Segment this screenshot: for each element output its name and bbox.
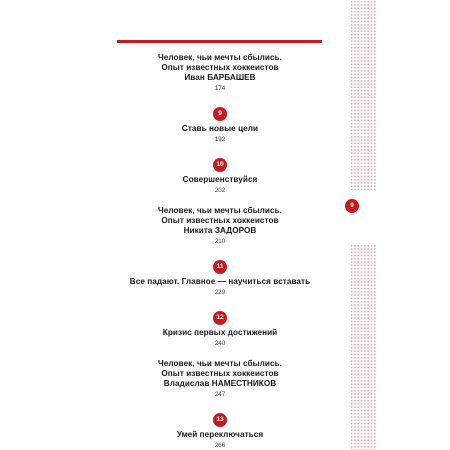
- toc-entry: [100, 408, 340, 450]
- toc-entry: [100, 153, 340, 195]
- dot-pattern-bottom: [350, 244, 376, 450]
- toc-entry: [100, 53, 340, 93]
- toc-entry: [100, 306, 340, 348]
- toc-entry-title: Человек, чьи мечты сбылись. Опыт известных хоккеистов Иван БАРБАШЕВ: [158, 53, 282, 82]
- chapter-number-badge: 13: [213, 413, 227, 427]
- toc-entry-title: Умей переключаться: [176, 430, 264, 439]
- toc-entry-page: 247: [214, 391, 226, 398]
- page-number-marker: 9: [345, 199, 359, 213]
- toc-entry-title: Человек, чьи мечты сбылись. Опыт известных хоккеистов Никита ЗАДОРОВ: [158, 206, 282, 235]
- chapter-number-badge: 9: [213, 107, 227, 121]
- toc-entry-page: 174: [214, 85, 226, 92]
- toc-entry-title: Все падают. Главное — научиться вставать: [129, 277, 311, 286]
- toc-entry: [100, 255, 340, 297]
- toc-entry-page: 240: [214, 340, 226, 347]
- toc-entry-title: Ставь новые цели: [181, 124, 259, 133]
- toc-entry: [100, 359, 340, 399]
- table-of-contents: [100, 53, 340, 450]
- chapter-number-badge: 10: [213, 158, 227, 172]
- toc-entry-page: 229: [214, 289, 226, 296]
- toc-entry: [100, 102, 340, 144]
- toc-entry-page: 210: [214, 238, 226, 245]
- dot-pattern-top: [350, 0, 376, 190]
- toc-entry: [100, 206, 340, 246]
- toc-entry-title: Кризис первых достижений: [162, 328, 278, 337]
- header-rule: [117, 40, 322, 43]
- toc-entry-title: Совершенствуйся: [182, 175, 258, 184]
- toc-entry-page: 202: [214, 187, 226, 194]
- chapter-number-badge: 11: [213, 260, 227, 274]
- toc-entry-page: 192: [214, 136, 226, 143]
- toc-entry-page: 266: [214, 442, 226, 449]
- toc-entry-title: Человек, чьи мечты сбылись. Опыт известных хоккеистов Владислав НАМЕСТНИКОВ: [158, 359, 282, 388]
- chapter-number-badge: 12: [213, 311, 227, 325]
